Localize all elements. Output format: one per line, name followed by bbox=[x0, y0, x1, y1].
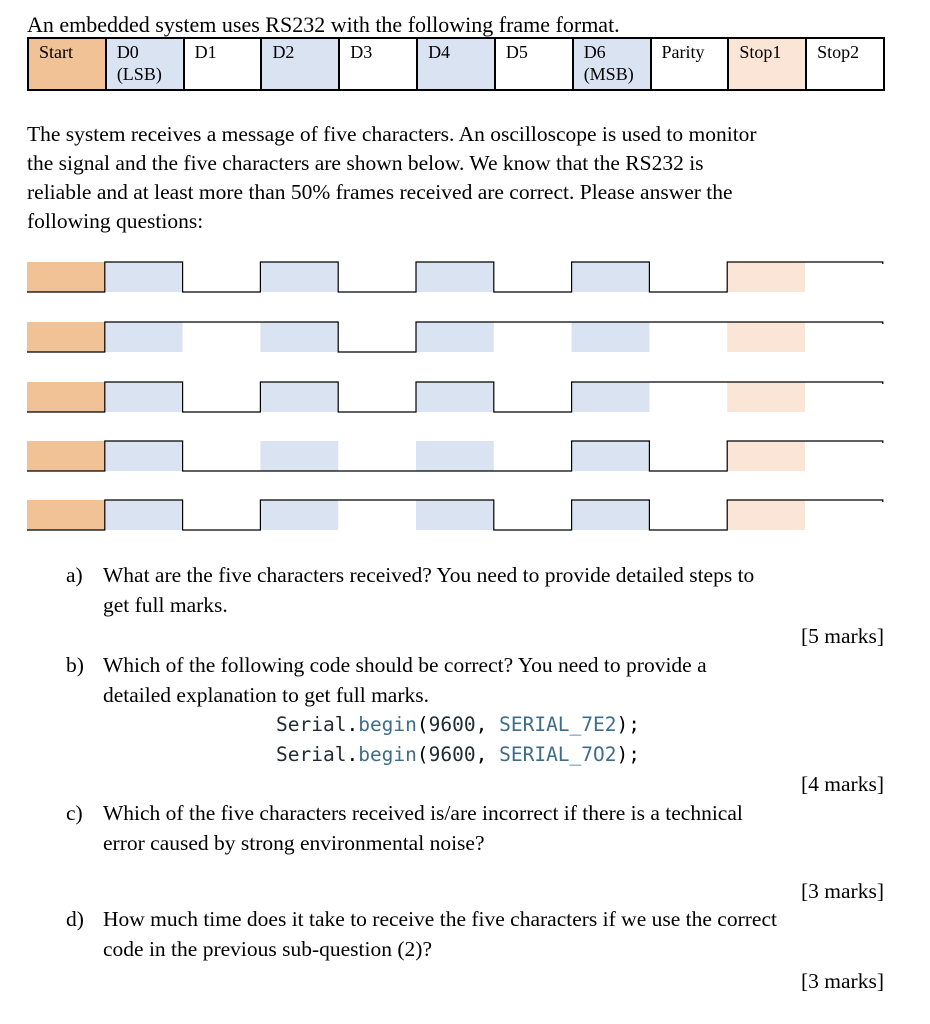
waveform-bit-band bbox=[572, 262, 650, 292]
waveform-bit-band bbox=[416, 322, 494, 352]
question-text bbox=[103, 560, 754, 620]
waveform-bit-band bbox=[416, 500, 494, 530]
waveform-bit-band bbox=[27, 500, 105, 530]
question-line: error caused by strong environmental noise? bbox=[103, 831, 485, 855]
waveform-bit-band bbox=[727, 322, 805, 352]
question-label: a) bbox=[66, 563, 83, 587]
code-function: begin bbox=[358, 713, 417, 736]
question-line: get full marks. bbox=[103, 593, 228, 617]
question-text bbox=[103, 650, 707, 710]
frame-cell-label: Stop2 bbox=[817, 42, 860, 62]
frame-cell-label: D5 bbox=[505, 42, 528, 62]
question-text bbox=[103, 798, 743, 858]
question-line: How much time does it take to receive the five characters if we use the correct bbox=[103, 907, 777, 931]
code-object: Serial bbox=[276, 743, 347, 766]
code-function: begin bbox=[358, 743, 417, 766]
waveform-bit-band bbox=[27, 262, 105, 292]
waveform-character-4 bbox=[27, 441, 883, 471]
frame-cell-label: Start bbox=[39, 42, 73, 62]
waveform-bit-band bbox=[105, 441, 183, 471]
waveform-character-1 bbox=[27, 262, 883, 292]
waveform-bit-band bbox=[260, 382, 338, 412]
question-label: d) bbox=[66, 907, 84, 931]
code-constant: SERIAL_7E2 bbox=[499, 713, 617, 736]
code-punct: , bbox=[475, 713, 500, 736]
frame-cell-label: Parity bbox=[661, 42, 705, 62]
question-line: detailed explanation to get full marks. bbox=[103, 683, 429, 707]
question-line: Which of the following code should be correct? You need to provide a bbox=[103, 653, 707, 677]
code-number: 9600 bbox=[428, 713, 476, 736]
waveform-bit-band bbox=[105, 500, 183, 530]
frame-cell-label: D4 bbox=[428, 42, 451, 62]
marks-c: [3 marks] bbox=[801, 879, 884, 903]
waveform-bit-band bbox=[260, 262, 338, 292]
question-line: What are the five characters received? You need to provide detailed steps to bbox=[103, 563, 755, 587]
waveform-bit-band bbox=[727, 382, 805, 412]
waveform-bit-band bbox=[27, 322, 105, 352]
frame-cell-label: D1 bbox=[194, 42, 217, 62]
code-number: 9600 bbox=[428, 743, 476, 766]
waveform-bit-band bbox=[727, 500, 805, 530]
question-line: Which of the five characters received is/are incorrect if there is a technical bbox=[103, 801, 743, 825]
frame-cell-label: D0 bbox=[116, 42, 139, 62]
waveform-bit-band bbox=[260, 500, 338, 530]
intro-line: The system receives a message of five characters. An oscilloscope is used to monitor bbox=[27, 122, 757, 146]
question-line: code in the previous sub-question (2)? bbox=[103, 937, 432, 961]
frame-cell-sublabel: (MSB) bbox=[583, 64, 634, 84]
marks-d: [3 marks] bbox=[801, 969, 884, 993]
code-punct: . bbox=[346, 713, 359, 736]
waveform-bit-band bbox=[727, 441, 805, 471]
waveform-bit-band bbox=[105, 262, 183, 292]
marks-b: [4 marks] bbox=[801, 772, 884, 796]
question-text bbox=[103, 904, 777, 964]
waveform-bit-band bbox=[105, 322, 183, 352]
waveform-bit-band bbox=[572, 500, 650, 530]
waveform-bit-band bbox=[416, 382, 494, 412]
code-constant: SERIAL_7O2 bbox=[499, 743, 617, 766]
waveform-character-3 bbox=[27, 382, 883, 412]
intro-line: reliable and at least more than 50% frames received are correct. Please answer the bbox=[27, 180, 733, 204]
marks-a: [5 marks] bbox=[801, 624, 884, 648]
waveform-bit-band bbox=[572, 441, 650, 471]
waveform-bit-band bbox=[572, 382, 650, 412]
waveform-bit-band bbox=[416, 262, 494, 292]
frame-cell-sublabel: (LSB) bbox=[116, 64, 162, 84]
code-line-1 bbox=[276, 710, 640, 740]
code-punct: ( bbox=[416, 713, 429, 736]
waveform-character-2 bbox=[27, 322, 883, 352]
code-punct: . bbox=[346, 743, 359, 766]
code-punct: ( bbox=[416, 743, 429, 766]
code-punct: ); bbox=[616, 713, 640, 736]
waveform-bit-band bbox=[105, 382, 183, 412]
waveform-bit-band bbox=[727, 262, 805, 292]
question-label: b) bbox=[66, 653, 84, 677]
intro-line: following questions: bbox=[27, 209, 204, 233]
problem-title: An embedded system uses RS232 with the following frame format. bbox=[27, 12, 620, 37]
code-object: Serial bbox=[276, 713, 347, 736]
waveform-bit-band bbox=[27, 382, 105, 412]
waveform-bit-band bbox=[260, 322, 338, 352]
code-punct: , bbox=[475, 743, 500, 766]
waveform-bit-band bbox=[27, 441, 105, 471]
frame-cell-label: D2 bbox=[272, 42, 295, 62]
waveform-bit-band bbox=[416, 441, 494, 471]
code-punct: ); bbox=[616, 743, 640, 766]
frame-cell-label: Stop1 bbox=[739, 42, 782, 62]
intro-line: the signal and the five characters are shown below. We know that the RS232 is bbox=[27, 151, 704, 175]
code-line-2 bbox=[276, 740, 640, 770]
frame-cell-label: D3 bbox=[350, 42, 373, 62]
waveform-character-5 bbox=[27, 500, 883, 530]
waveform-bit-band bbox=[572, 322, 650, 352]
question-label: c) bbox=[66, 801, 83, 825]
frame-cell-label: D6 bbox=[583, 42, 606, 62]
waveform-bit-band bbox=[260, 441, 338, 471]
